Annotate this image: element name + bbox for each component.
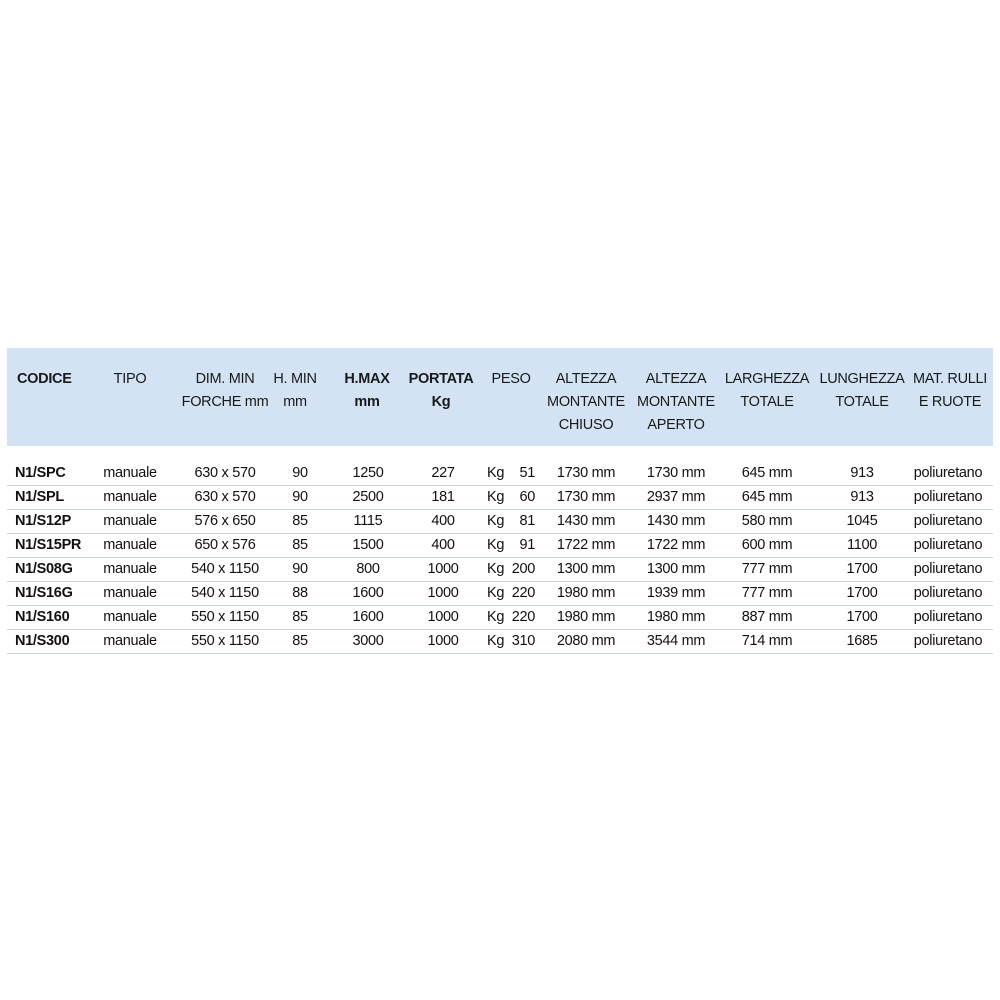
cell-tipo: manuale [103, 513, 157, 529]
cell-h-max: 1600 [352, 609, 384, 625]
table-row [7, 486, 993, 510]
cell-codice: N1/SPL [15, 489, 64, 505]
cell-portata: 1000 [427, 585, 459, 601]
cell-larghezza: 777 mm [741, 561, 793, 577]
cell-materiale: poliuretano [913, 489, 983, 505]
header-altezza-chiuso [547, 368, 625, 437]
cell-codice: N1/S12P [15, 513, 71, 529]
cell-peso [487, 489, 547, 505]
header-dim-min-line2: FORCHE mm [181, 394, 269, 410]
cell-altezza-chiuso: 1980 mm [556, 585, 616, 601]
cell-dimensioni: 650 x 576 [194, 537, 256, 553]
cell-altezza-aperto: 3544 mm [646, 633, 706, 649]
cell-h-min: 88 [292, 585, 308, 601]
cell-codice: N1/S300 [15, 633, 70, 649]
cell-peso-value: 81 [519, 513, 535, 529]
header-portata [405, 368, 477, 414]
cell-lunghezza: 1700 [846, 561, 878, 577]
cell-altezza-chiuso: 1980 mm [556, 609, 616, 625]
cell-peso-unit: Kg [487, 561, 505, 577]
header-altezza-aperto [637, 368, 715, 437]
cell-lunghezza: 1700 [846, 609, 878, 625]
cell-altezza-chiuso: 2080 mm [556, 633, 616, 649]
cell-materiale: poliuretano [913, 465, 983, 481]
cell-peso [487, 609, 547, 625]
cell-lunghezza: 1100 [847, 537, 877, 553]
cell-h-max: 1500 [352, 537, 384, 553]
cell-h-min: 85 [292, 513, 308, 529]
cell-peso-value: 91 [519, 537, 535, 553]
cell-tipo: manuale [103, 585, 157, 601]
header-materiale-line1: MAT. RULLI [912, 371, 988, 387]
cell-tipo: manuale [103, 633, 157, 649]
cell-materiale: poliuretano [913, 537, 983, 553]
cell-peso-value: 200 [511, 561, 535, 577]
cell-portata: 400 [431, 537, 455, 553]
cell-portata: 1000 [427, 561, 459, 577]
header-h-max-line2: mm [354, 394, 380, 410]
cell-lunghezza: 1685 [846, 633, 878, 649]
cell-materiale: poliuretano [913, 585, 983, 601]
cell-codice: N1/S15PR [15, 537, 82, 553]
cell-h-max: 1600 [352, 585, 384, 601]
cell-peso-unit: Kg [487, 537, 505, 553]
cell-peso-unit: Kg [487, 609, 505, 625]
cell-altezza-aperto: 1300 mm [646, 561, 706, 577]
cell-portata: 227 [431, 465, 455, 481]
header-portata-line1: PORTATA [408, 371, 474, 387]
header-tipo-text: TIPO [113, 371, 147, 387]
table-row [7, 462, 993, 486]
cell-materiale: poliuretano [913, 561, 983, 577]
header-codice-text: CODICE [17, 371, 72, 387]
cell-larghezza: 714 mm [741, 633, 793, 649]
header-materiale [907, 368, 993, 414]
header-altezza-chiuso-line1: ALTEZZA [555, 371, 617, 387]
cell-codice: N1/S160 [15, 609, 70, 625]
header-dim-min-line1: DIM. MIN [195, 371, 255, 387]
cell-tipo: manuale [103, 537, 157, 553]
header-h-max [337, 368, 397, 414]
table-row [7, 510, 993, 534]
header-materiale-line2: E RUOTE [918, 394, 982, 410]
cell-h-min: 85 [292, 609, 308, 625]
header-lunghezza-line1: LUNGHEZZA [819, 371, 905, 387]
cell-lunghezza: 1700 [846, 585, 878, 601]
cell-portata: 400 [431, 513, 455, 529]
header-altezza-aperto-line3: APERTO [647, 417, 705, 433]
header-codice [17, 368, 107, 391]
cell-portata: 1000 [427, 609, 459, 625]
cell-altezza-chiuso: 1300 mm [556, 561, 616, 577]
table-body [7, 446, 993, 654]
header-altezza-aperto-line1: ALTEZZA [645, 371, 707, 387]
header-portata-line2: Kg [431, 394, 451, 410]
cell-larghezza: 887 mm [741, 609, 793, 625]
header-peso [481, 368, 541, 391]
cell-peso-unit: Kg [487, 513, 505, 529]
cell-peso [487, 585, 547, 601]
table-row [7, 630, 993, 654]
cell-peso-value: 220 [511, 609, 535, 625]
cell-peso [487, 465, 547, 481]
header-altezza-chiuso-line3: CHIUSO [558, 417, 614, 433]
cell-h-min: 90 [292, 465, 308, 481]
cell-h-min: 90 [292, 561, 308, 577]
header-tipo [95, 368, 165, 391]
header-larghezza [721, 368, 813, 414]
header-peso-text: PESO [491, 371, 531, 387]
cell-h-min: 85 [292, 633, 308, 649]
header-larghezza-line1: LARGHEZZA [724, 371, 810, 387]
cell-larghezza: 600 mm [741, 537, 793, 553]
cell-lunghezza: 1045 [846, 513, 878, 529]
header-dim-min [175, 368, 275, 414]
cell-portata: 1000 [427, 633, 459, 649]
header-lunghezza-line2: TOTALE [835, 394, 889, 410]
cell-materiale: poliuretano [913, 633, 983, 649]
table-header [7, 348, 993, 446]
cell-peso-unit: Kg [487, 465, 505, 481]
cell-peso-unit: Kg [487, 633, 505, 649]
cell-codice: N1/SPC [15, 465, 66, 481]
cell-dimensioni: 540 x 1150 [191, 561, 259, 577]
header-larghezza-line2: TOTALE [740, 394, 794, 410]
table-row [7, 582, 993, 606]
cell-materiale: poliuretano [913, 513, 983, 529]
cell-codice: N1/S08G [15, 561, 73, 577]
cell-dimensioni: 550 x 1150 [191, 609, 259, 625]
cell-dimensioni: 540 x 1150 [191, 585, 259, 601]
cell-h-max: 1115 [353, 513, 383, 529]
cell-altezza-aperto: 1722 mm [646, 537, 706, 553]
cell-h-max: 1250 [352, 465, 384, 481]
table-row [7, 606, 993, 630]
cell-portata: 181 [431, 489, 455, 505]
cell-dimensioni: 576 x 650 [194, 513, 256, 529]
cell-tipo: manuale [103, 465, 157, 481]
cell-lunghezza: 913 [850, 465, 874, 481]
table-row [7, 534, 993, 558]
cell-h-max: 2500 [352, 489, 384, 505]
cell-peso [487, 633, 547, 649]
cell-lunghezza: 913 [850, 489, 874, 505]
cell-altezza-aperto: 2937 mm [646, 489, 706, 505]
cell-larghezza: 645 mm [741, 489, 793, 505]
cell-tipo: manuale [103, 489, 157, 505]
cell-peso-value: 220 [511, 585, 535, 601]
cell-h-min: 90 [292, 489, 308, 505]
cell-dimensioni: 550 x 1150 [191, 633, 259, 649]
cell-peso [487, 513, 547, 529]
cell-peso-unit: Kg [487, 489, 505, 505]
cell-altezza-chiuso: 1730 mm [556, 465, 616, 481]
header-h-min-line2: mm [283, 394, 307, 410]
header-lunghezza [819, 368, 905, 414]
cell-larghezza: 645 mm [741, 465, 793, 481]
cell-dimensioni: 630 x 570 [194, 489, 256, 505]
cell-peso [487, 561, 547, 577]
cell-tipo: manuale [103, 609, 157, 625]
cell-altezza-chiuso: 1730 mm [556, 489, 616, 505]
spec-table [7, 348, 993, 654]
cell-dimensioni: 630 x 570 [194, 465, 256, 481]
cell-peso-value: 51 [519, 465, 535, 481]
header-h-min [269, 368, 321, 414]
cell-altezza-aperto: 1730 mm [646, 465, 706, 481]
cell-peso-unit: Kg [487, 585, 505, 601]
header-h-min-line1: H. MIN [273, 371, 317, 387]
header-h-max-line1: H.MAX [344, 371, 390, 387]
header-altezza-aperto-line2: MONTANTE [637, 394, 715, 410]
cell-peso-value: 310 [511, 633, 535, 649]
cell-altezza-aperto: 1939 mm [646, 585, 706, 601]
cell-materiale: poliuretano [913, 609, 983, 625]
cell-larghezza: 580 mm [741, 513, 793, 529]
cell-peso [487, 537, 547, 553]
cell-peso-value: 60 [519, 489, 535, 505]
cell-codice: N1/S16G [15, 585, 73, 601]
header-altezza-chiuso-line2: MONTANTE [547, 394, 625, 410]
table-row [7, 558, 993, 582]
cell-tipo: manuale [103, 561, 157, 577]
cell-h-max: 800 [356, 561, 380, 577]
cell-larghezza: 777 mm [741, 585, 793, 601]
cell-altezza-aperto: 1430 mm [646, 513, 706, 529]
cell-h-max: 3000 [352, 633, 384, 649]
cell-altezza-chiuso: 1722 mm [556, 537, 616, 553]
cell-altezza-aperto: 1980 mm [646, 609, 706, 625]
cell-h-min: 85 [292, 537, 308, 553]
cell-altezza-chiuso: 1430 mm [556, 513, 616, 529]
